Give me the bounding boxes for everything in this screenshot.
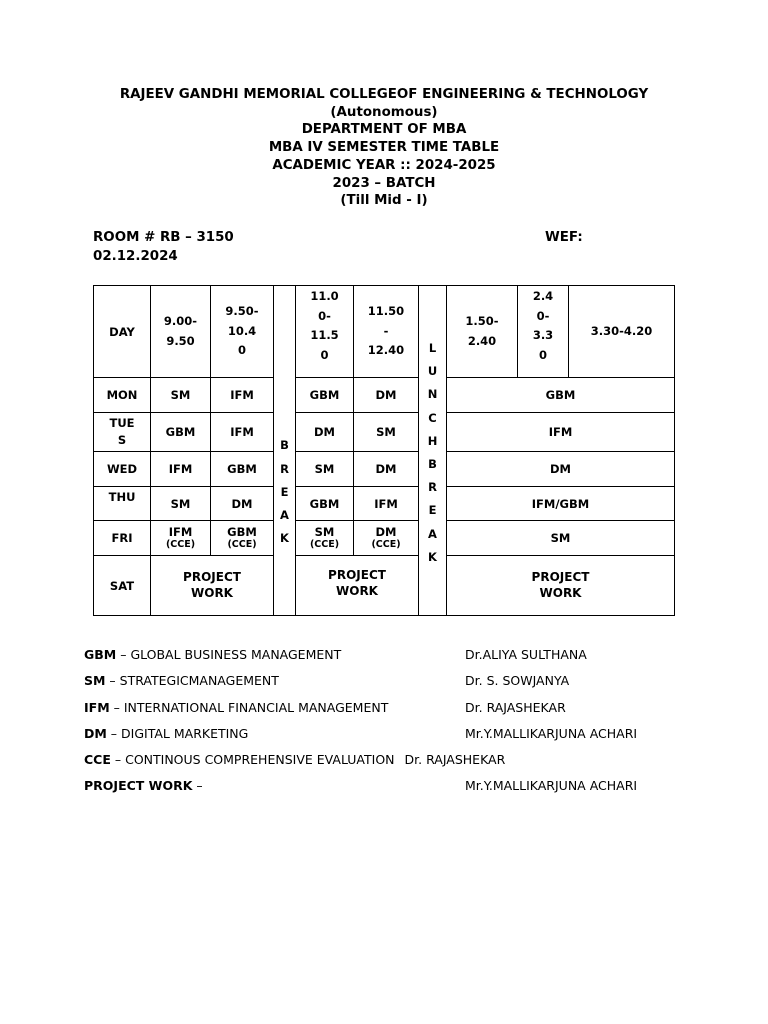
mon-period-2: IFM: [211, 378, 274, 413]
period: (Till Mid - I): [340, 193, 428, 209]
tues-period-2: IFM: [211, 413, 274, 452]
day-wed: WED: [94, 452, 151, 487]
sat-afternoon-project: [447, 556, 675, 616]
room-info: [93, 229, 234, 266]
break-letter: A: [280, 508, 289, 523]
lunch-break-letter: U: [427, 364, 438, 379]
lunch-break-letter: R: [428, 480, 437, 495]
sat-midday-project: [296, 556, 419, 616]
legend-full-name: DIGITAL MARKETING: [121, 725, 249, 741]
legend-abbr: GBM: [84, 647, 117, 662]
lunch-break-letter: A: [428, 526, 437, 541]
slot-4: 11.50 - 12.40: [354, 286, 419, 378]
fri-period-1: [151, 521, 211, 556]
legend-separator: –: [110, 752, 126, 768]
legend-separator: –: [106, 725, 122, 741]
slot-5: 1.50- 2.40: [447, 286, 518, 378]
break-letter: K: [280, 531, 289, 546]
legend-row-sm: [84, 673, 724, 699]
legend-separator: –: [192, 778, 203, 794]
legend-abbr: PROJECT WORK: [84, 778, 193, 794]
legend-row-project-work: [84, 778, 724, 804]
fri-period-3: [296, 521, 354, 556]
legend-abbr: DM: [84, 725, 107, 741]
thu-period-2: DM: [211, 487, 274, 521]
tues-afternoon: IFM: [447, 413, 675, 452]
lunch-break-letter: K: [428, 549, 437, 564]
cce-tag: (CCE): [165, 539, 196, 550]
legend-faculty: Dr. RAJASHEKAR: [404, 752, 506, 768]
subject-code: GBM: [227, 525, 257, 539]
legend-row-gbm: [84, 647, 724, 673]
fri-afternoon: SM: [447, 521, 675, 556]
lunch-break-letter: E: [428, 503, 437, 518]
legend-row-ifm: [84, 700, 724, 726]
slot-7: 3.30-4.20: [569, 286, 675, 378]
slot-2: 9.50- 10.4 0: [211, 286, 274, 378]
tues-period-3: DM: [296, 413, 354, 452]
room-number: ROOM # RB – 3150: [93, 230, 234, 245]
thu-period-4: IFM: [354, 487, 419, 521]
thu-period-3: GBM: [296, 487, 354, 521]
wed-period-3: SM: [296, 452, 354, 487]
break-letter: R: [280, 461, 289, 476]
day-fri: FRI: [94, 521, 151, 556]
slot-1: 9.00- 9.50: [151, 286, 211, 378]
lunch-break-letter: L: [428, 340, 437, 355]
fri-period-2: [211, 521, 274, 556]
mon-afternoon: GBM: [447, 378, 675, 413]
lunch-break-letter: N: [427, 387, 438, 402]
lunch-break-letter: B: [428, 457, 437, 471]
legend-faculty: Mr.Y.MALLIKARJUNA ACHARI: [465, 725, 638, 741]
subject-code: IFM: [168, 525, 193, 539]
tues-period-1: GBM: [151, 413, 211, 452]
department-name: DEPARTMENT OF MBA: [301, 122, 467, 138]
thu-period-1: SM: [151, 487, 211, 521]
project-work-label: PROJECT WORK: [531, 570, 590, 600]
academic-year: ACADEMIC YEAR :: 2024-2025: [272, 157, 496, 173]
document-header: [0, 86, 768, 210]
autonomous-status: (Autonomous): [330, 104, 438, 120]
legend-full-name: INTERNATIONAL FINANCIAL MANAGEMENT: [123, 699, 389, 715]
batch: 2023 – BATCH: [332, 175, 436, 191]
slot-3: 11.0 0- 11.5 0: [296, 286, 354, 378]
cce-tag: (CCE): [309, 539, 340, 550]
legend-row-cce: [84, 752, 724, 778]
legend-separator: –: [109, 699, 124, 715]
day-tues: TUE S: [94, 413, 151, 452]
wef-label: WEF:: [545, 230, 583, 245]
subject-legend: [84, 647, 724, 805]
wed-period-4: DM: [354, 452, 419, 487]
mon-period-3: GBM: [296, 378, 354, 413]
lunch-break-letter: H: [427, 433, 438, 448]
wed-period-1: IFM: [151, 452, 211, 487]
legend-abbr: IFM: [84, 699, 110, 715]
day-mon: MON: [94, 378, 151, 413]
thu-afternoon: IFM/GBM: [447, 487, 675, 521]
wef-date: 02.12.2024: [93, 248, 178, 264]
subject-code: DM: [375, 525, 397, 539]
cce-tag: (CCE): [371, 539, 401, 550]
timetable-title: MBA IV SEMESTER TIME TABLE: [268, 140, 500, 156]
legend-faculty: Dr.ALIYA SULTHANA: [465, 647, 587, 662]
wed-period-2: GBM: [211, 452, 274, 487]
legend-faculty: Dr. S. SOWJANYA: [465, 673, 570, 689]
wed-afternoon: DM: [447, 452, 675, 487]
mon-period-4: DM: [354, 378, 419, 413]
legend-full-name: STRATEGICMANAGEMENT: [119, 673, 279, 689]
legend-abbr: SM: [84, 673, 106, 689]
subject-code: SM: [314, 525, 335, 539]
break-letter: B: [280, 438, 289, 453]
college-name: RAJEEV GANDHI MEMORIAL COLLEGEOF ENGINEERING & TECHNOLOGY: [119, 87, 649, 102]
break-column: [274, 286, 296, 616]
legend-row-dm: [84, 726, 724, 752]
cce-tag: (CCE): [227, 539, 257, 550]
legend-full-name: CONTINOUS COMPREHENSIVE EVALUATION: [125, 752, 395, 768]
timetable: [93, 285, 675, 616]
lunch-break-letter: C: [428, 410, 437, 425]
slot-6: 2.4 0- 3.3 0: [518, 286, 569, 378]
lunch-break-column: [419, 286, 447, 616]
legend-abbr: CCE: [84, 752, 111, 768]
legend-faculty: Mr.Y.MALLIKARJUNA ACHARI: [465, 778, 638, 794]
legend-separator: –: [105, 673, 120, 689]
legend-faculty: Dr. RAJASHEKAR: [465, 699, 566, 715]
legend-full-name: GLOBAL BUSINESS MANAGEMENT: [130, 647, 342, 662]
day-sat: SAT: [94, 556, 151, 616]
break-letter: E: [280, 484, 289, 499]
tues-period-4: SM: [354, 413, 419, 452]
day-thu: THU: [94, 487, 151, 521]
day-header: DAY: [94, 286, 151, 378]
sat-morning-project: [151, 556, 274, 616]
project-work-label: PROJECT WORK: [183, 570, 241, 600]
legend-separator: –: [116, 647, 131, 662]
mon-period-1: SM: [151, 378, 211, 413]
project-work-label: PROJECT WORK: [328, 568, 386, 598]
fri-period-4: [354, 521, 419, 556]
